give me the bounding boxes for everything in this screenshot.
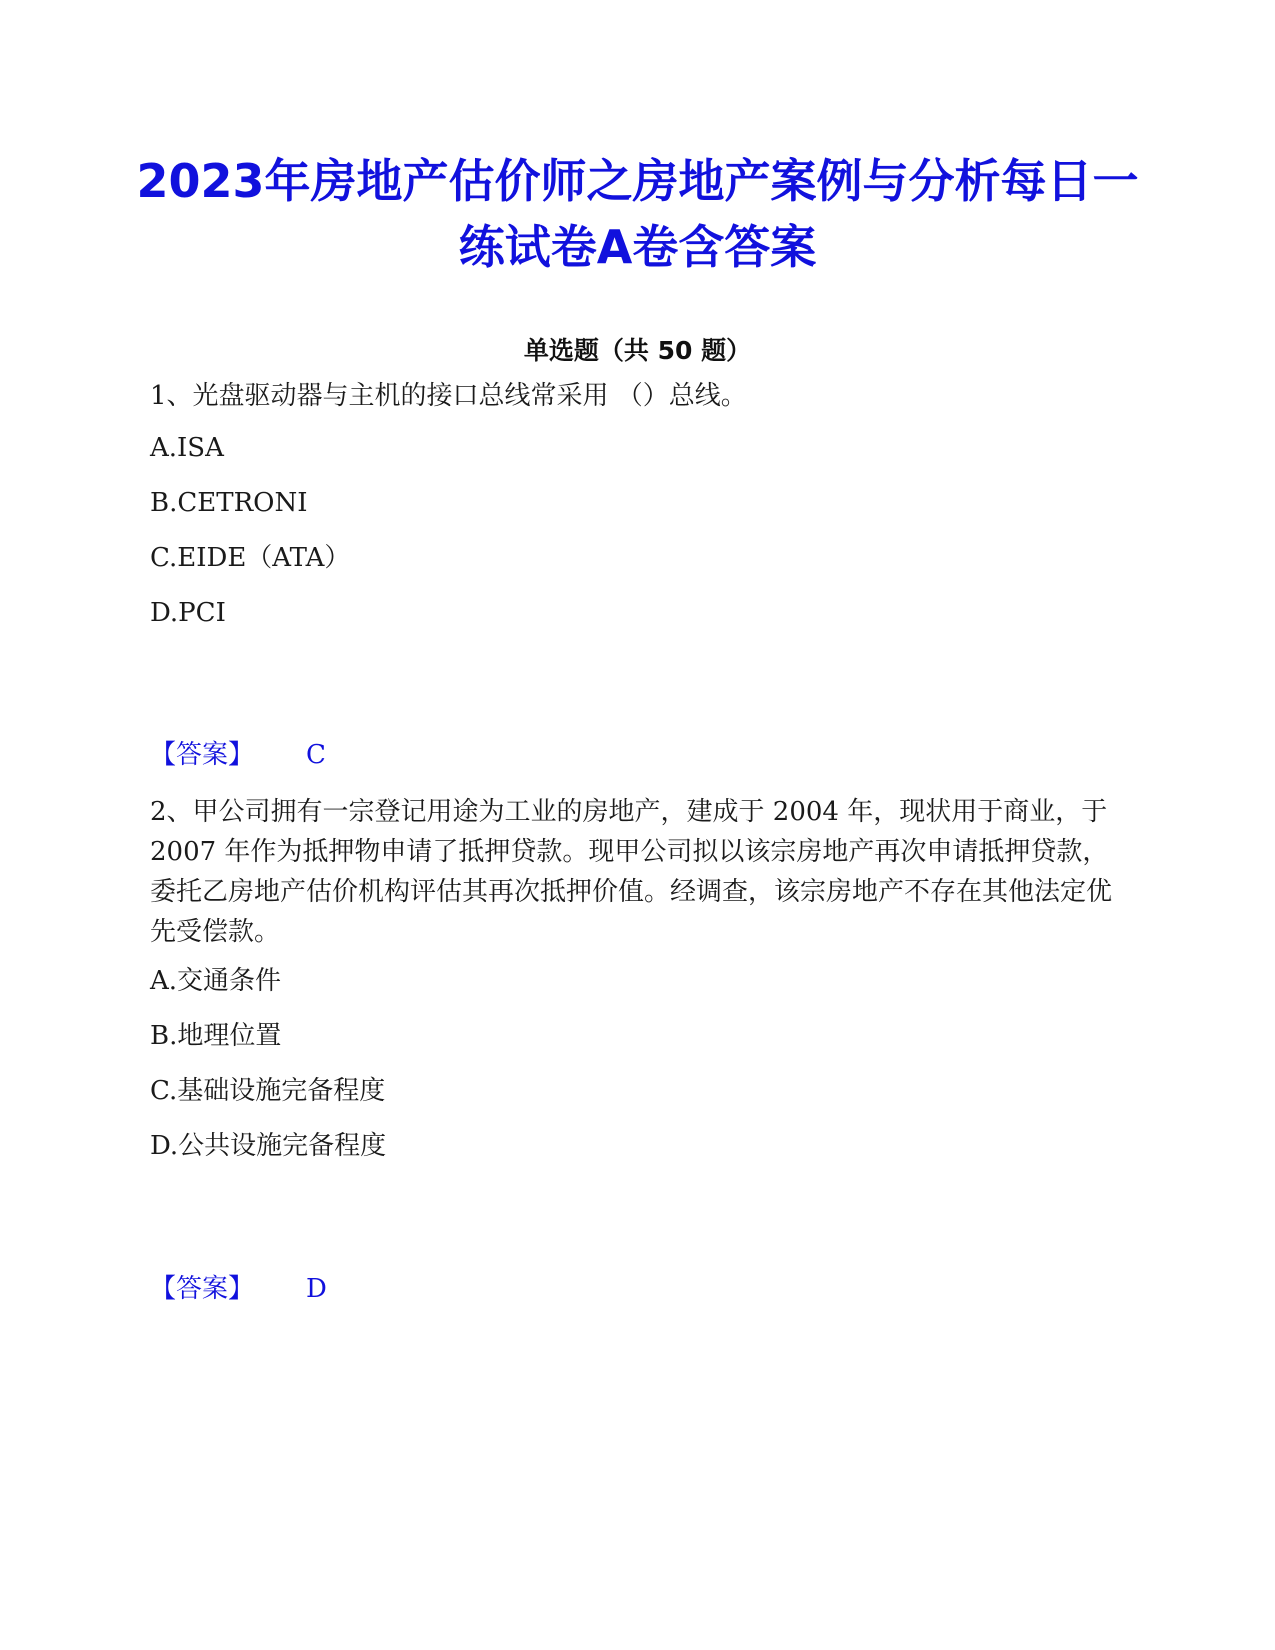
answer-label: 【答案】 xyxy=(150,740,255,770)
option-a: A.ISA xyxy=(150,433,224,463)
answer-line xyxy=(150,1271,327,1307)
option-b: B.地理位置 xyxy=(150,1021,282,1051)
answer-label: 【答案】 xyxy=(150,1274,255,1304)
answer-line xyxy=(150,737,326,773)
answer-value: C xyxy=(306,740,326,770)
document-title: 2023年房地产估价师之房地产案例与分析每日一练试卷A卷含答案 xyxy=(136,154,1139,274)
section-heading: 单选题（共 50 题） xyxy=(523,336,752,365)
option-d: D.PCI xyxy=(150,598,226,628)
option-a: A.交通条件 xyxy=(150,966,282,996)
question-stem: 1、光盘驱动器与主机的接口总线常采用 （）总线。 xyxy=(150,381,747,411)
option-c: C.EIDE（ATA） xyxy=(150,543,351,573)
option-b: B.CETRONI xyxy=(150,488,308,518)
option-c: C.基础设施完备程度 xyxy=(150,1076,386,1106)
answer-value: D xyxy=(306,1274,327,1304)
option-d: D.公共设施完备程度 xyxy=(150,1131,387,1161)
question-stem: 2、甲公司拥有一宗登记用途为工业的房地产，建成于 2004 年，现状用于商业，于 2007 年作为抵押物申请了抵押贷款。现甲公司拟以该宗房地产再次申请抵押贷款，委托乙房地产估价机构评估其再次抵押价值。经调查，该宗房地产不存在其他法定优先受偿款。 xyxy=(150,797,1113,947)
